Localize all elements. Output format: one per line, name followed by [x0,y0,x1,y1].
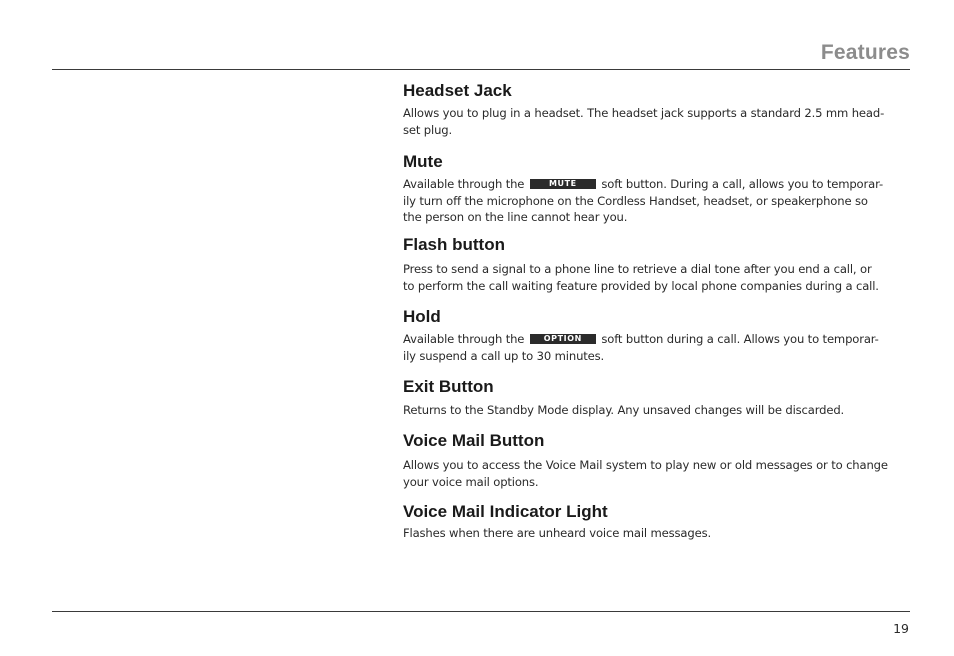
page-number: 19 [893,621,909,636]
body-line: Returns to the Standby Mode display. Any unsaved changes will be discarded. [403,403,845,417]
body-line: ily turn off the microphone on the Cordless Handset, headset, or speakerphone so [403,193,868,208]
section-heading: Voice Mail Button [403,431,545,450]
section-body [403,402,911,419]
section-headset-jack [403,81,911,138]
section-heading: Exit Button [403,377,494,396]
body-line: your voice mail options. [403,474,539,489]
body-line: the person on the line cannot hear you. [403,210,628,225]
section-heading: Voice Mail Indicator Light [403,502,608,521]
header-divider [52,69,910,70]
section-flash-button [403,235,911,294]
section-voice-mail-button [403,431,911,490]
section-exit-button [403,377,911,419]
option-softkey-label: OPTION [530,334,596,344]
section-heading: Mute [403,152,443,171]
section-heading: Headset Jack [403,81,512,100]
body-text: Available through the [403,332,525,346]
page-title: Features [820,41,910,64]
section-body [403,331,911,364]
body-text: soft button. During a call, allows you to temporar- [601,177,883,191]
section-hold [403,307,911,364]
section-heading: Flash button [403,235,505,254]
body-text: Available through the [403,177,525,191]
body-line: set plug. [403,122,453,137]
body-line: Press to send a signal to a phone line to retrieve a dial tone after you end a call, or [403,262,872,276]
body-line: Flashes when there are unheard voice mail messages. [403,526,711,540]
body-line: to perform the call waiting feature provided by local phone companies during a call. [403,278,879,293]
section-heading: Hold [403,307,441,326]
section-body [403,525,911,542]
section-body [403,261,911,294]
mute-softkey-label: MUTE [530,179,596,189]
section-mute [403,152,911,226]
footer-divider [52,611,910,612]
section-body [403,105,911,138]
section-body [403,457,911,490]
section-body [403,176,911,226]
section-voice-mail-indicator-light [403,502,911,542]
body-line: ily suspend a call up to 30 minutes. [403,348,605,363]
body-line: Allows you to access the Voice Mail system to play new or old messages or to change [403,458,888,472]
body-line: Allows you to plug in a headset. The headset jack supports a standard 2.5 mm head- [403,106,885,120]
body-text: soft button during a call. Allows you to temporar- [601,332,879,346]
